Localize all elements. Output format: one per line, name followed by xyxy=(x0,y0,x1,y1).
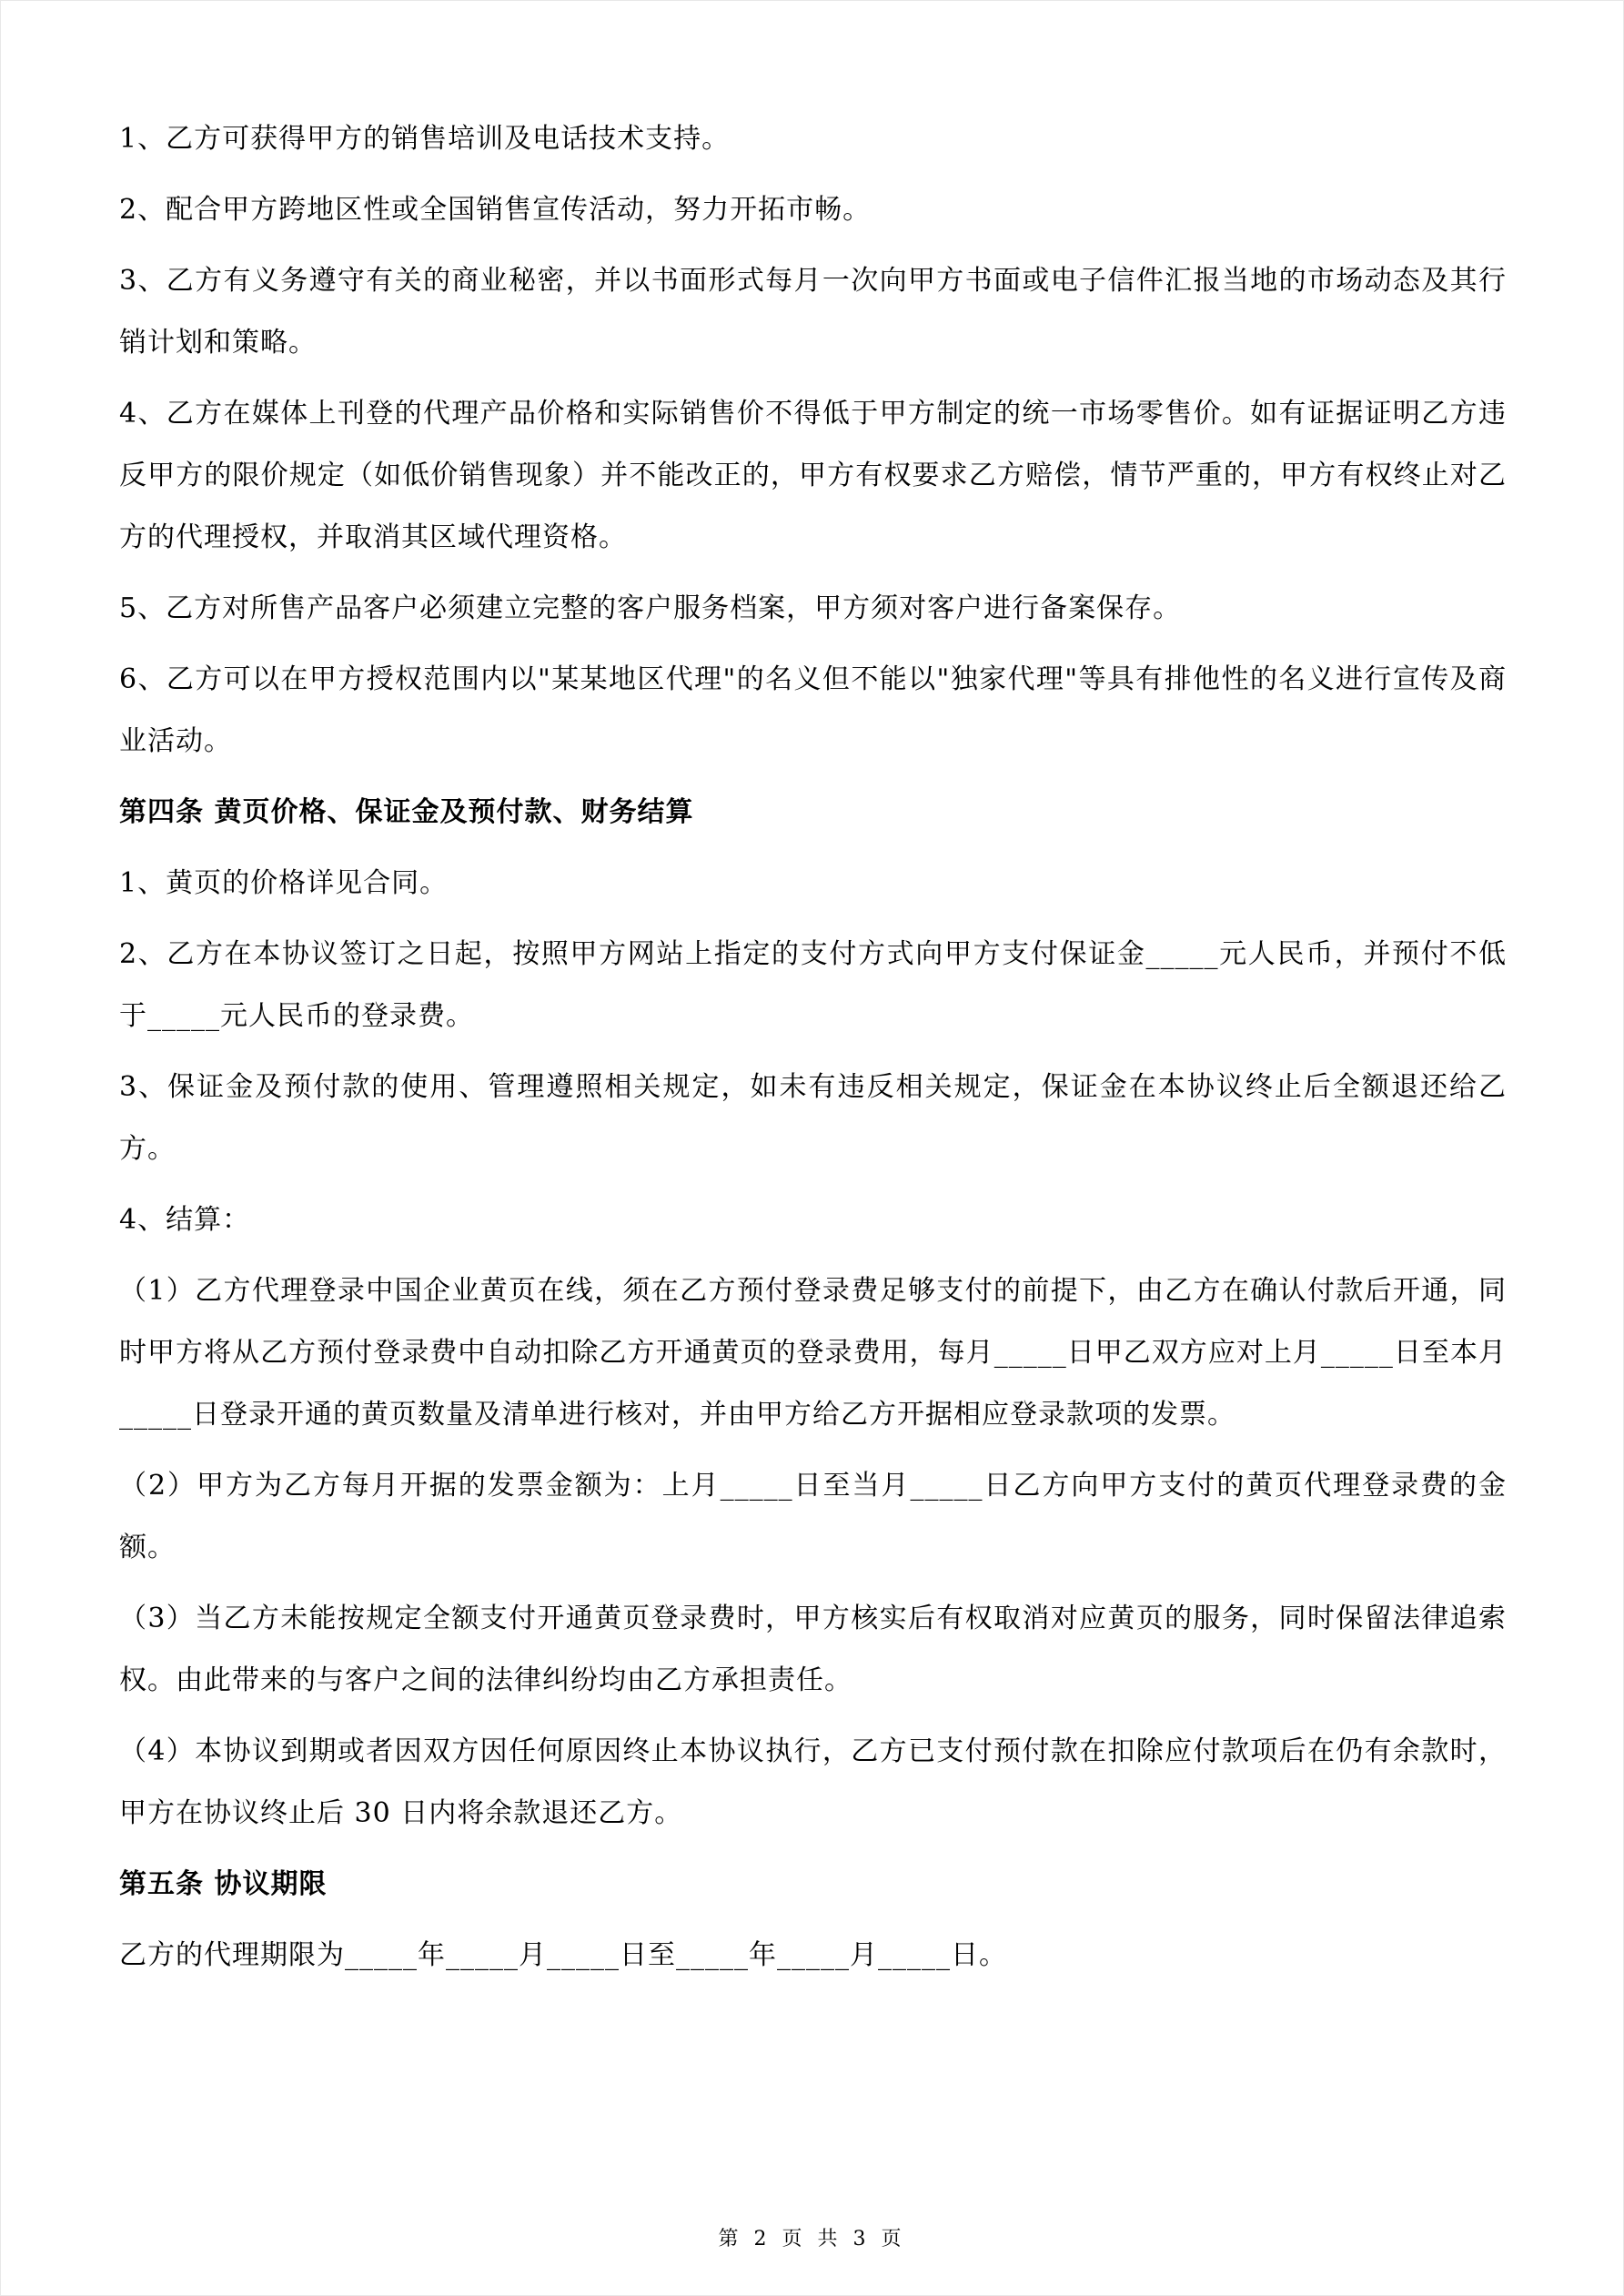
paragraph: （4）本协议到期或者因双方因任何原因终止本协议执行，乙方已支付预付款在扣除应付款项后在仍有余款时，甲方在协议终止后 30 日内将余款退还乙方。 xyxy=(119,1735,1507,1829)
paragraph: 1、黄页的价格详见合同。 xyxy=(119,867,449,899)
section-heading-article-4: 第四条 黄页价格、保证金及预付款、财务结算 xyxy=(119,796,694,828)
section-heading-article-5: 第五条 协议期限 xyxy=(119,1868,328,1900)
paragraph: 6、乙方可以在甲方授权范围内以"某某地区代理"的名义但不能以"独家代理"等具有排他性的名义进行宣传及商业活动。 xyxy=(119,663,1507,757)
paragraph: 2、乙方在本协议签订之日起，按照甲方网站上指定的支付方式向甲方支付保证金_____元人民币，并预付不低于_____元人民币的登录费。 xyxy=(119,938,1507,1032)
paragraph: （2）甲方为乙方每月开据的发票金额为：上月_____日至当月_____日乙方向甲方支付的黄页代理登录费的金额。 xyxy=(119,1470,1507,1563)
paragraph: 4、乙方在媒体上刊登的代理产品价格和实际销售价不得低于甲方制定的统一市场零售价。如有证据证明乙方违反甲方的限价规定（如低价销售现象）并不能改正的，甲方有权要求乙方赔偿，情节严重的，甲方有权终止对乙方的代理授权，并取消其区域代理资格。 xyxy=(119,398,1507,553)
paragraph: 3、保证金及预付款的使用、管理遵照相关规定，如未有违反相关规定，保证金在本协议终止后全额退还给乙方。 xyxy=(119,1071,1507,1165)
paragraph: （3）当乙方未能按规定全额支付开通黄页登录费时，甲方核实后有权取消对应黄页的服务，同时保留法律追索权。由此带来的与客户之间的法律纠纷均由乙方承担责任。 xyxy=(119,1603,1507,1696)
paragraph: 乙方的代理期限为_____年_____月_____日至_____年_____月_____日。 xyxy=(119,1939,1007,1971)
paragraph: （1）乙方代理登录中国企业黄页在线，须在乙方预付登录费足够支付的前提下，由乙方在确认付款后开通，同时甲方将从乙方预付登录费中自动扣除乙方开通黄页的登录费用，每月_____日甲乙双方应对上月_____日至本月_____日登录开通的黄页数量及清单进行核对，并由甲方给乙方开据相应登录款项的发票。 xyxy=(119,1275,1507,1431)
paragraph: 3、乙方有义务遵守有关的商业秘密，并以书面形式每月一次向甲方书面或电子信件汇报当地的市场动态及其行销计划和策略。 xyxy=(119,265,1507,359)
paragraph: 2、配合甲方跨地区性或全国销售宣传活动，努力开拓市畅。 xyxy=(119,194,872,226)
paragraph: 1、乙方可获得甲方的销售培训及电话技术支持。 xyxy=(119,123,731,155)
page-number-footer: 第 2 页 共 3 页 xyxy=(718,2228,906,2250)
document-body xyxy=(119,108,1507,1996)
paragraph: 5、乙方对所售产品客户必须建立完整的客户服务档案，甲方须对客户进行备案保存。 xyxy=(119,592,1182,624)
paragraph: 4、结算： xyxy=(119,1204,251,1236)
